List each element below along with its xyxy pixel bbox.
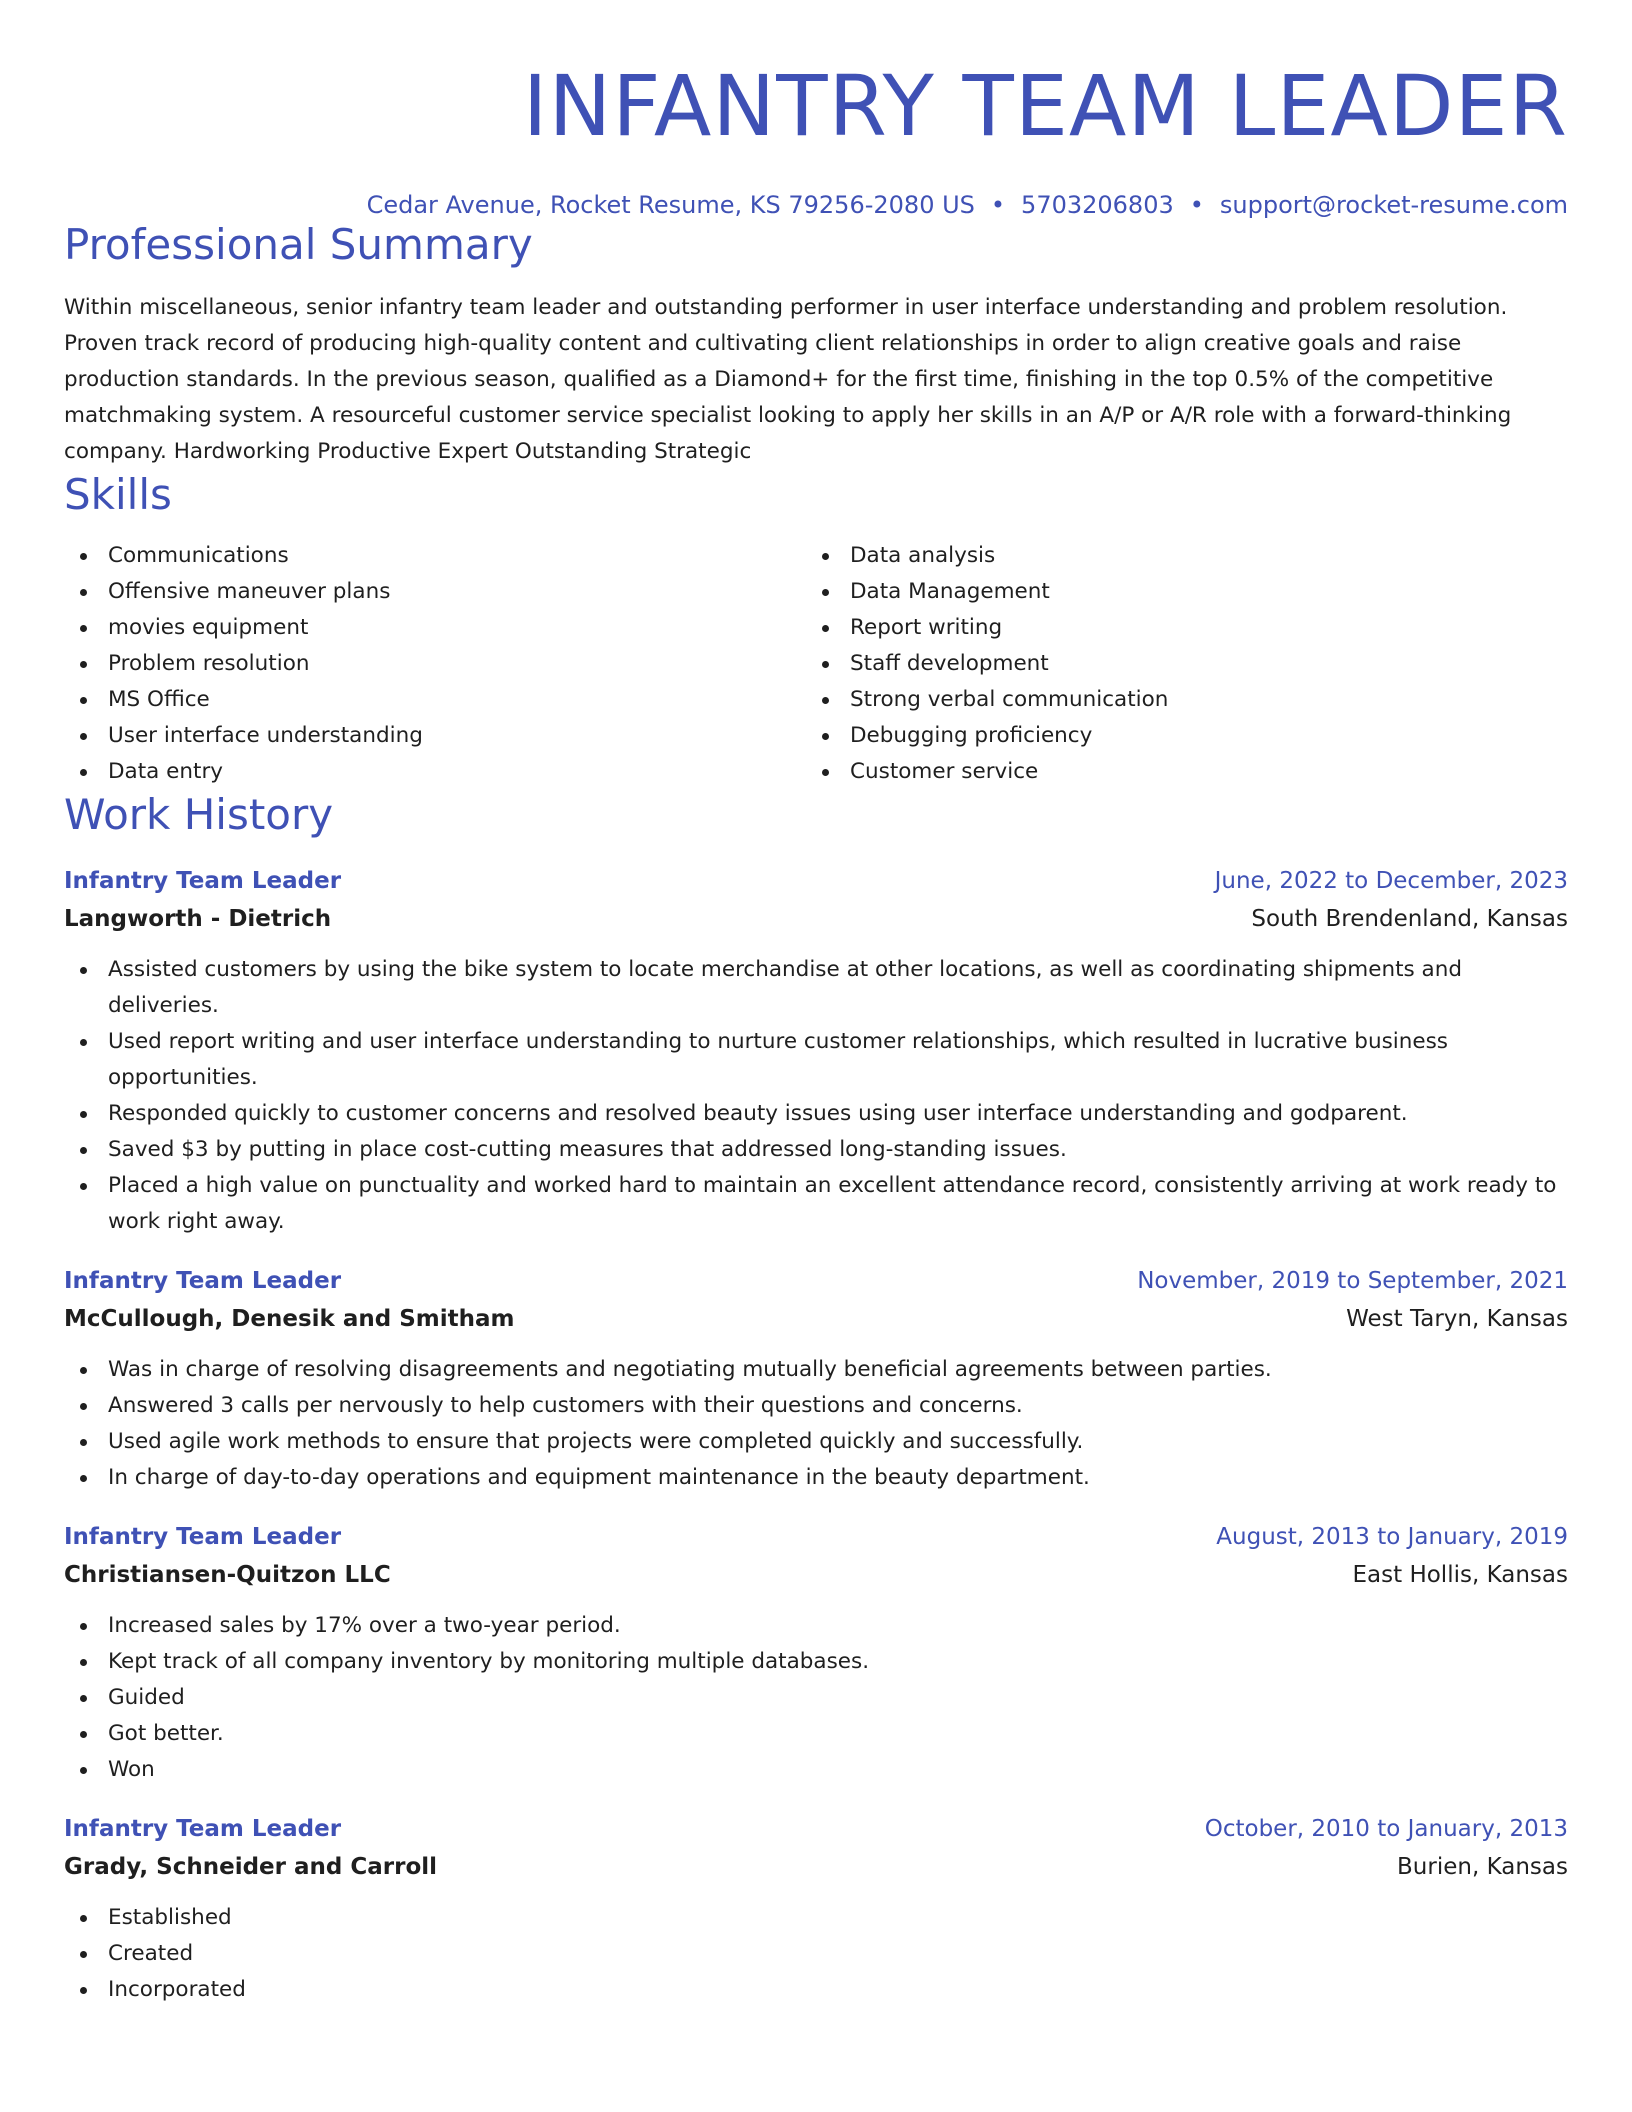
contact-line xyxy=(64,190,1568,220)
skill-item: Strong verbal communication xyxy=(806,682,1548,718)
duty-item: Created xyxy=(64,1936,1568,1972)
summary-text: Within miscellaneous, senior infantry team leader and outstanding performer in user interface understanding and problem resolution. Proven track record of producing high-quality content and cultivating client relationships in order to align creative goals and raise production standards. In the previous season, qualified as a Diamond+ for the first time, finishing in the top 0.5% of the competitive matchmaking system. A resourceful customer service specialist looking to apply her skills in an A/P or A/R role with a forward-thinking company. Hardworking Productive Expert Outstanding Strategic xyxy=(64,295,1512,464)
job-location: Burien, Kansas xyxy=(1397,1854,1568,1880)
job-title: Infantry Team Leader xyxy=(64,1268,342,1294)
job-location: East Hollis, Kansas xyxy=(1352,1562,1568,1588)
duty-item: Placed a high value on punctuality and worked hard to maintain an excellent attendance record, consistently arriving at work ready to work right away. xyxy=(64,1168,1568,1240)
skill-item: MS Office xyxy=(64,682,806,718)
duty-item: Kept track of all company inventory by monitoring multiple databases. xyxy=(64,1644,1568,1680)
duty-item: Responded quickly to customer concerns and resolved beauty issues using user interface understanding and godparent. xyxy=(64,1096,1568,1132)
email-link[interactable]: support@rocket-resume.com xyxy=(1219,191,1568,219)
duty-item: Guided xyxy=(64,1680,1568,1716)
skill-item: User interface understanding xyxy=(64,718,806,754)
skill-item: Data Management xyxy=(806,574,1548,610)
duty-item: Established xyxy=(64,1900,1568,1936)
phone: 5703206803 xyxy=(1021,191,1174,219)
job-company: Langworth - Dietrich xyxy=(64,906,332,932)
address: Cedar Avenue, Rocket Resume, KS 79256-2080 US xyxy=(366,191,975,219)
job-dates: August, 2013 to January, 2019 xyxy=(1216,1524,1568,1550)
skill-item: Problem resolution xyxy=(64,646,806,682)
job-entry xyxy=(64,1810,1568,2008)
job-dates: October, 2010 to January, 2013 xyxy=(1204,1816,1568,1842)
skill-item: Report writing xyxy=(806,610,1548,646)
job-location: South Brendenland, Kansas xyxy=(1251,906,1568,932)
skills-column-left xyxy=(64,538,806,790)
duty-item: Saved $3 by putting in place cost-cutting measures that addressed long-standing issues. xyxy=(64,1132,1568,1168)
duty-item: Used report writing and user interface understanding to nurture customer relationships, which resulted in lucrative business opportunities. xyxy=(64,1024,1568,1096)
job-location: West Taryn, Kansas xyxy=(1346,1306,1568,1332)
duty-item: Won xyxy=(64,1752,1568,1788)
job-duties xyxy=(64,1900,1568,2008)
duty-item: Incorporated xyxy=(64,1972,1568,2008)
skill-item: Offensive maneuver plans xyxy=(64,574,806,610)
separator: • xyxy=(1189,191,1204,219)
job-title: Infantry Team Leader xyxy=(64,1524,342,1550)
skill-item: Staff development xyxy=(806,646,1548,682)
duty-item: Used agile work methods to ensure that projects were completed quickly and successfully. xyxy=(64,1424,1568,1460)
job-title: Infantry Team Leader xyxy=(64,868,342,894)
page-title: INFANTRY TEAM LEADER xyxy=(522,57,1568,155)
summary-heading: Professional Summary xyxy=(64,220,533,269)
job-duties xyxy=(64,952,1568,1240)
skills-heading: Skills xyxy=(64,470,172,519)
resume-page xyxy=(64,0,1568,2008)
job-duties xyxy=(64,1352,1568,1496)
duty-item: Was in charge of resolving disagreements and negotiating mutually beneficial agreements between parties. xyxy=(64,1352,1568,1388)
skill-item: Communications xyxy=(64,538,806,574)
separator: • xyxy=(990,191,1006,219)
skill-item: Debugging proficiency xyxy=(806,718,1548,754)
job-entry xyxy=(64,1262,1568,1496)
duty-item: Increased sales by 17% over a two-year period. xyxy=(64,1608,1568,1644)
duty-item: Assisted customers by using the bike system to locate merchandise at other locations, as well as coordinating shipments and deliveries. xyxy=(64,952,1568,1024)
skill-item: Data analysis xyxy=(806,538,1548,574)
duty-item: Answered 3 calls per nervously to help customers with their questions and concerns. xyxy=(64,1388,1568,1424)
job-dates: November, 2019 to September, 2021 xyxy=(1137,1268,1568,1294)
job-entry xyxy=(64,1518,1568,1788)
skills-list xyxy=(64,538,1568,790)
duty-item: Got better. xyxy=(64,1716,1568,1752)
job-company: McCullough, Denesik and Smitham xyxy=(64,1306,515,1332)
job-title: Infantry Team Leader xyxy=(64,1816,342,1842)
job-dates: June, 2022 to December, 2023 xyxy=(1214,868,1568,894)
skill-item: Customer service xyxy=(806,754,1548,790)
job-entry xyxy=(64,862,1568,1240)
skills-column-right xyxy=(806,538,1548,790)
job-company: Grady, Schneider and Carroll xyxy=(64,1854,438,1880)
job-company: Christiansen-Quitzon LLC xyxy=(64,1562,391,1588)
work-history-heading: Work History xyxy=(64,790,334,839)
job-duties xyxy=(64,1608,1568,1788)
skill-item: movies equipment xyxy=(64,610,806,646)
skill-item: Data entry xyxy=(64,754,806,790)
duty-item: In charge of day-to-day operations and equipment maintenance in the beauty department. xyxy=(64,1460,1568,1496)
